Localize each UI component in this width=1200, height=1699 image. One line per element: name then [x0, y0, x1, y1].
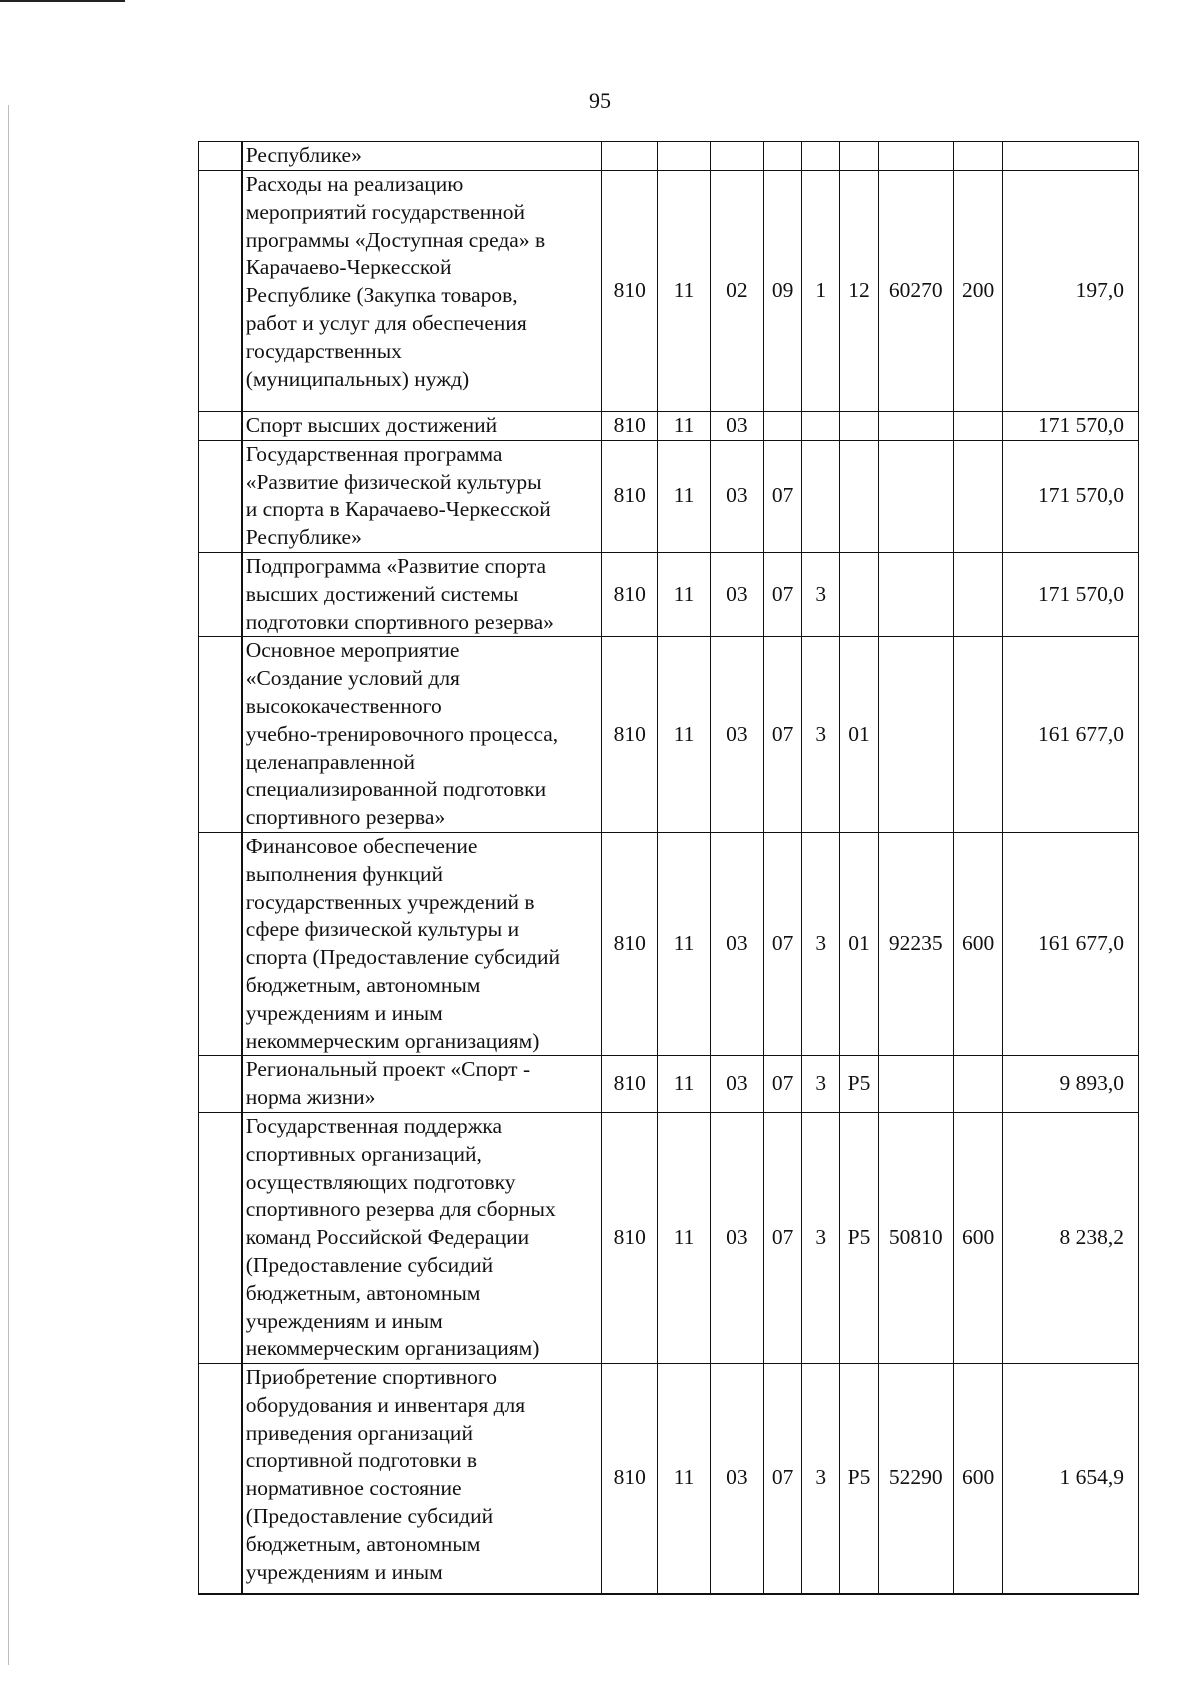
direction-code-cell [878, 142, 953, 171]
subsection-code-cell: 03 [710, 1056, 763, 1113]
section-code-cell: 11 [658, 1364, 710, 1594]
direction-code-cell: 50810 [878, 1112, 953, 1363]
amount-cell: 197,0 [1003, 171, 1139, 412]
direction-code-cell [878, 1056, 953, 1113]
section-code-cell: 11 [658, 552, 710, 636]
event-code-cell: P5 [840, 1056, 878, 1113]
expense-type-code-cell [953, 637, 1002, 833]
name-cell: Финансовое обеспечение выполнения функций государственных учреждений в сфере физической культуры и спорта (Предоставление субсидий бюджетным, автономным учреждениям и иным некоммерческим организациям) [242, 832, 602, 1055]
section-code-cell: 11 [658, 1112, 710, 1363]
row-number-cell [199, 1364, 242, 1594]
name-cell: Подпрограмма «Развитие спорта высших достижений системы подготовки спортивного резерва» [242, 552, 602, 636]
name-cell: Региональный проект «Спорт - норма жизни» [242, 1056, 602, 1113]
subprogram-code-cell [802, 412, 840, 441]
program-code-cell: 07 [763, 1112, 801, 1363]
expense-type-code-cell: 600 [953, 832, 1002, 1055]
event-code-cell: P5 [840, 1364, 878, 1594]
row-number-cell [199, 440, 242, 552]
admin-code-cell: 810 [602, 171, 658, 412]
row-number-cell [199, 552, 242, 636]
amount-cell: 9 893,0 [1003, 1056, 1139, 1113]
row-number-cell [199, 142, 242, 171]
table-row [199, 142, 1139, 171]
program-code-cell: 07 [763, 1056, 801, 1113]
direction-code-cell [878, 412, 953, 441]
subsection-code-cell: 03 [710, 637, 763, 833]
direction-code-cell [878, 552, 953, 636]
expense-type-code-cell [953, 142, 1002, 171]
program-code-cell: 07 [763, 440, 801, 552]
section-code-cell: 11 [658, 832, 710, 1055]
section-code-cell: 11 [658, 1056, 710, 1113]
subsection-code-cell [710, 142, 763, 171]
admin-code-cell: 810 [602, 412, 658, 441]
program-code-cell: 09 [763, 171, 801, 412]
admin-code-cell: 810 [602, 832, 658, 1055]
subprogram-code-cell: 3 [802, 832, 840, 1055]
table-body [199, 142, 1139, 1594]
expense-type-code-cell: 600 [953, 1112, 1002, 1363]
table-row [199, 1056, 1139, 1113]
program-code-cell [763, 412, 801, 441]
amount-cell: 171 570,0 [1003, 440, 1139, 552]
table-row [199, 171, 1139, 412]
expense-type-code-cell [953, 552, 1002, 636]
event-code-cell [840, 552, 878, 636]
table-row [199, 1364, 1139, 1594]
page-number: 95 [589, 88, 611, 113]
amount-cell: 171 570,0 [1003, 552, 1139, 636]
section-code-cell [658, 142, 710, 171]
amount-cell: 161 677,0 [1003, 637, 1139, 833]
amount-cell: 1 654,9 [1003, 1364, 1139, 1594]
admin-code-cell: 810 [602, 440, 658, 552]
expense-type-code-cell [953, 1056, 1002, 1113]
expense-type-code-cell: 600 [953, 1364, 1002, 1594]
subsection-code-cell: 03 [710, 1112, 763, 1363]
table-row [199, 440, 1139, 552]
admin-code-cell: 810 [602, 1364, 658, 1594]
name-cell: Спорт высших достижений [242, 412, 602, 441]
amount-cell: 8 238,2 [1003, 1112, 1139, 1363]
scan-margin-line [8, 105, 9, 1665]
name-cell: Расходы на реализацию мероприятий государственной программы «Доступная среда» в Карачаево-Черкесской Республике (Закупка товаров, работ и услуг для обеспечения государственных (муниципальных) нужд) [242, 171, 602, 412]
section-code-cell: 11 [658, 412, 710, 441]
event-code-cell: 01 [840, 832, 878, 1055]
subprogram-code-cell [802, 142, 840, 171]
name-cell: Приобретение спортивного оборудования и инвентаря для приведения организаций спортивной подготовки в нормативное состояние (Предоставление субсидий бюджетным, автономным учреждениям и иным [242, 1364, 602, 1594]
event-code-cell [840, 412, 878, 441]
event-code-cell: 01 [840, 637, 878, 833]
subprogram-code-cell: 3 [802, 637, 840, 833]
amount-cell: 171 570,0 [1003, 412, 1139, 441]
row-number-cell [199, 637, 242, 833]
subprogram-code-cell: 1 [802, 171, 840, 412]
table-row [199, 637, 1139, 833]
top-rule [0, 0, 125, 2]
direction-code-cell [878, 440, 953, 552]
name-cell: Основное мероприятие «Создание условий для высококачественного учебно-тренировочного процесса, целенаправленной специализированной подготовки спортивного резерва» [242, 637, 602, 833]
admin-code-cell [602, 142, 658, 171]
row-number-cell [199, 1112, 242, 1363]
admin-code-cell: 810 [602, 1056, 658, 1113]
admin-code-cell: 810 [602, 1112, 658, 1363]
row-number-cell [199, 171, 242, 412]
program-code-cell: 07 [763, 832, 801, 1055]
direction-code-cell: 52290 [878, 1364, 953, 1594]
subsection-code-cell: 03 [710, 440, 763, 552]
subprogram-code-cell: 3 [802, 1364, 840, 1594]
table-row [199, 412, 1139, 441]
subsection-code-cell: 03 [710, 832, 763, 1055]
subsection-code-cell: 02 [710, 171, 763, 412]
budget-table [198, 141, 1139, 1595]
amount-cell: 161 677,0 [1003, 832, 1139, 1055]
row-number-cell [199, 832, 242, 1055]
event-code-cell: P5 [840, 1112, 878, 1363]
name-cell: Государственная поддержка спортивных организаций, осуществляющих подготовку спортивного резерва для сборных команд Российской Федерации (Предоставление субсидий бюджетным, автономным учреждениям и иным некоммерческим организациям) [242, 1112, 602, 1363]
subsection-code-cell: 03 [710, 412, 763, 441]
table-row [199, 552, 1139, 636]
subsection-code-cell: 03 [710, 1364, 763, 1594]
program-code-cell [763, 142, 801, 171]
name-cell: Республике» [242, 142, 602, 171]
direction-code-cell [878, 637, 953, 833]
admin-code-cell: 810 [602, 552, 658, 636]
event-code-cell: 12 [840, 171, 878, 412]
row-number-cell [199, 412, 242, 441]
subprogram-code-cell: 3 [802, 1056, 840, 1113]
expense-type-code-cell [953, 412, 1002, 441]
name-cell: Государственная программа «Развитие физической культуры и спорта в Карачаево-Черкесской Республике» [242, 440, 602, 552]
program-code-cell: 07 [763, 637, 801, 833]
subprogram-code-cell: 3 [802, 1112, 840, 1363]
admin-code-cell: 810 [602, 637, 658, 833]
direction-code-cell: 92235 [878, 832, 953, 1055]
expense-type-code-cell [953, 440, 1002, 552]
program-code-cell: 07 [763, 1364, 801, 1594]
table-row [199, 1112, 1139, 1363]
expense-type-code-cell: 200 [953, 171, 1002, 412]
subprogram-code-cell [802, 440, 840, 552]
subsection-code-cell: 03 [710, 552, 763, 636]
row-number-cell [199, 1056, 242, 1113]
event-code-cell [840, 142, 878, 171]
table-row [199, 832, 1139, 1055]
subprogram-code-cell: 3 [802, 552, 840, 636]
section-code-cell: 11 [658, 440, 710, 552]
event-code-cell [840, 440, 878, 552]
section-code-cell: 11 [658, 171, 710, 412]
direction-code-cell: 60270 [878, 171, 953, 412]
amount-cell [1003, 142, 1139, 171]
section-code-cell: 11 [658, 637, 710, 833]
program-code-cell: 07 [763, 552, 801, 636]
